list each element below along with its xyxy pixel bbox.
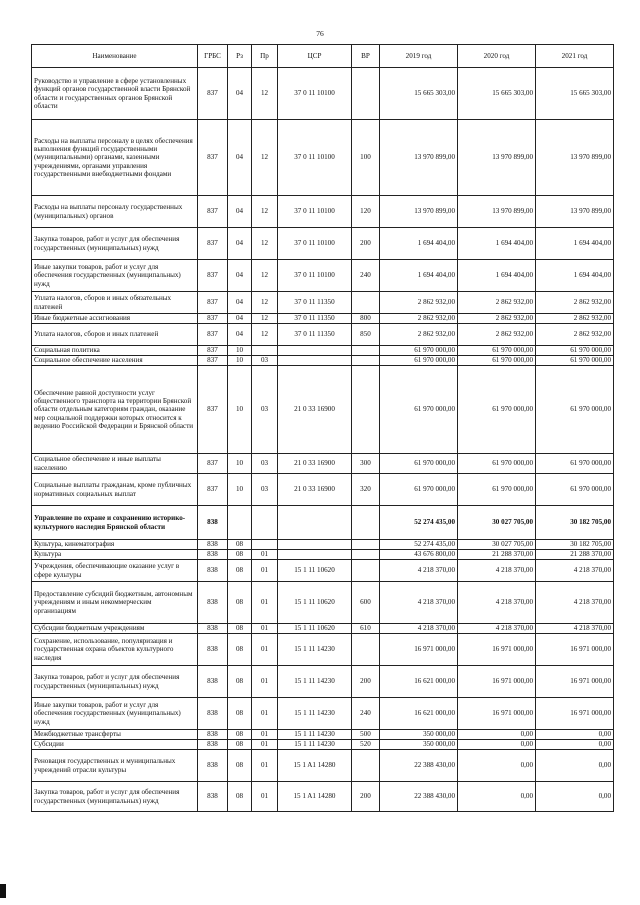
table-row <box>32 698 614 730</box>
row-2021: 61 970 000,00 <box>536 454 614 474</box>
row-rz: 08 <box>228 624 252 634</box>
row-pr: 01 <box>252 750 278 782</box>
row-csr: 15 1 11 14230 <box>278 698 352 730</box>
row-2021: 16 971 000,00 <box>536 698 614 730</box>
table-header-row <box>32 45 614 68</box>
row-rz: 08 <box>228 582 252 624</box>
row-2021: 1 694 404,00 <box>536 228 614 260</box>
row-2021: 2 862 932,00 <box>536 292 614 314</box>
row-csr: 37 0 11 10100 <box>278 120 352 196</box>
row-2021: 13 970 899,00 <box>536 196 614 228</box>
row-vr: 800 <box>352 314 380 324</box>
row-csr: 37 0 11 11350 <box>278 314 352 324</box>
row-pr: 03 <box>252 366 278 454</box>
row-2021: 2 862 932,00 <box>536 314 614 324</box>
row-rz: 08 <box>228 666 252 698</box>
row-2021: 61 970 000,00 <box>536 474 614 506</box>
row-2020: 2 862 932,00 <box>458 292 536 314</box>
row-csr <box>278 346 352 356</box>
row-pr: 01 <box>252 634 278 666</box>
header-rz: Рз <box>228 45 252 68</box>
row-rz: 08 <box>228 750 252 782</box>
table-row <box>32 560 614 582</box>
row-2019: 15 665 303,00 <box>380 68 458 120</box>
row-csr: 15 1 11 10620 <box>278 582 352 624</box>
table-row <box>32 740 614 750</box>
row-csr: 21 0 33 16900 <box>278 474 352 506</box>
table-row <box>32 454 614 474</box>
row-2020: 0,00 <box>458 740 536 750</box>
row-2019: 350 000,00 <box>380 730 458 740</box>
row-pr: 01 <box>252 624 278 634</box>
table-row <box>32 260 614 292</box>
row-csr: 37 0 11 10100 <box>278 260 352 292</box>
row-pr: 01 <box>252 582 278 624</box>
row-2021: 1 694 404,00 <box>536 260 614 292</box>
table-row <box>32 750 614 782</box>
row-pr <box>252 506 278 540</box>
row-rz: 10 <box>228 346 252 356</box>
row-name: Субсидии <box>32 740 198 750</box>
row-name: Культура <box>32 550 198 560</box>
table-row <box>32 68 614 120</box>
row-grbs: 838 <box>198 634 228 666</box>
row-rz: 08 <box>228 540 252 550</box>
row-2020: 61 970 000,00 <box>458 366 536 454</box>
row-grbs: 837 <box>198 292 228 314</box>
row-grbs: 838 <box>198 624 228 634</box>
row-vr: 610 <box>352 624 380 634</box>
row-2019: 1 694 404,00 <box>380 260 458 292</box>
header-2019: 2019 год <box>380 45 458 68</box>
row-vr: 240 <box>352 698 380 730</box>
table-row <box>32 550 614 560</box>
table-row <box>32 120 614 196</box>
row-name: Закупка товаров, работ и услуг для обеспечения государственных (муниципальных) нужд <box>32 228 198 260</box>
row-grbs: 837 <box>198 120 228 196</box>
table-row <box>32 634 614 666</box>
row-pr: 01 <box>252 740 278 750</box>
row-2019: 43 676 800,00 <box>380 550 458 560</box>
row-2020: 30 027 705,00 <box>458 540 536 550</box>
row-pr: 01 <box>252 550 278 560</box>
table-row <box>32 540 614 550</box>
row-pr: 12 <box>252 68 278 120</box>
table-row <box>32 506 614 540</box>
row-csr <box>278 550 352 560</box>
row-vr: 850 <box>352 324 380 346</box>
row-name: Уплата налогов, сборов и иных платежей <box>32 324 198 346</box>
row-grbs: 838 <box>198 750 228 782</box>
row-grbs: 838 <box>198 740 228 750</box>
row-2019: 16 621 000,00 <box>380 698 458 730</box>
row-2021: 0,00 <box>536 730 614 740</box>
row-csr: 37 0 11 10100 <box>278 68 352 120</box>
row-grbs: 838 <box>198 550 228 560</box>
row-2021: 61 970 000,00 <box>536 346 614 356</box>
row-vr: 240 <box>352 260 380 292</box>
row-vr: 100 <box>352 120 380 196</box>
table-row <box>32 356 614 366</box>
header-vr: ВР <box>352 45 380 68</box>
row-name: Расходы на выплаты персоналу государственных (муниципальных) органов <box>32 196 198 228</box>
row-vr <box>352 750 380 782</box>
row-rz: 08 <box>228 698 252 730</box>
row-2020: 15 665 303,00 <box>458 68 536 120</box>
row-2019: 1 694 404,00 <box>380 228 458 260</box>
row-pr: 03 <box>252 356 278 366</box>
row-2020: 2 862 932,00 <box>458 324 536 346</box>
row-grbs: 837 <box>198 454 228 474</box>
row-name: Закупка товаров, работ и услуг для обеспечения государственных (муниципальных) нужд <box>32 782 198 812</box>
row-pr: 01 <box>252 666 278 698</box>
row-grbs: 837 <box>198 346 228 356</box>
row-2019: 61 970 000,00 <box>380 366 458 454</box>
row-2020: 1 694 404,00 <box>458 228 536 260</box>
row-rz: 08 <box>228 550 252 560</box>
row-rz: 08 <box>228 740 252 750</box>
table-row <box>32 228 614 260</box>
row-name: Субсидии бюджетным учреждениям <box>32 624 198 634</box>
row-name: Уплата налогов, сборов и иных обязательных платежей <box>32 292 198 314</box>
row-2021: 21 288 370,00 <box>536 550 614 560</box>
row-grbs: 837 <box>198 260 228 292</box>
row-2020: 13 970 899,00 <box>458 196 536 228</box>
row-vr <box>352 540 380 550</box>
row-2020: 0,00 <box>458 750 536 782</box>
row-name: Социальное обеспечение населения <box>32 356 198 366</box>
row-pr: 12 <box>252 228 278 260</box>
row-csr: 15 1 11 10620 <box>278 560 352 582</box>
row-rz: 08 <box>228 730 252 740</box>
row-2021: 30 182 705,00 <box>536 540 614 550</box>
row-csr <box>278 356 352 366</box>
row-vr: 200 <box>352 666 380 698</box>
row-2020: 0,00 <box>458 782 536 812</box>
row-2019: 22 388 430,00 <box>380 750 458 782</box>
row-csr <box>278 506 352 540</box>
row-2020: 4 218 370,00 <box>458 582 536 624</box>
row-2019: 2 862 932,00 <box>380 292 458 314</box>
row-2019: 13 970 899,00 <box>380 196 458 228</box>
row-grbs: 838 <box>198 506 228 540</box>
row-vr <box>352 550 380 560</box>
row-2021: 16 971 000,00 <box>536 666 614 698</box>
row-pr: 12 <box>252 260 278 292</box>
margin-mark <box>0 884 6 898</box>
row-2019: 52 274 435,00 <box>380 540 458 550</box>
row-name: Сохранение, использование, популяризация и государственная охрана объектов культурного наследия <box>32 634 198 666</box>
row-name: Учреждения, обеспечивающие оказание услуг в сфере культуры <box>32 560 198 582</box>
row-2021: 0,00 <box>536 750 614 782</box>
row-2019: 13 970 899,00 <box>380 120 458 196</box>
row-name: Межбюджетные трансферты <box>32 730 198 740</box>
row-rz: 10 <box>228 366 252 454</box>
row-rz: 04 <box>228 260 252 292</box>
row-rz: 04 <box>228 292 252 314</box>
row-vr: 300 <box>352 454 380 474</box>
row-2019: 22 388 430,00 <box>380 782 458 812</box>
row-2020: 61 970 000,00 <box>458 346 536 356</box>
row-2020: 4 218 370,00 <box>458 560 536 582</box>
row-rz: 08 <box>228 560 252 582</box>
row-pr: 12 <box>252 196 278 228</box>
header-pr: Пр <box>252 45 278 68</box>
budget-table <box>31 44 614 812</box>
row-grbs: 838 <box>198 560 228 582</box>
row-2019: 52 274 435,00 <box>380 506 458 540</box>
row-2021: 2 862 932,00 <box>536 324 614 346</box>
row-2019: 2 862 932,00 <box>380 314 458 324</box>
row-name: Социальные выплаты гражданам, кроме публичных нормативных социальных выплат <box>32 474 198 506</box>
row-csr: 15 1 A1 14280 <box>278 750 352 782</box>
row-name: Управление по охране и сохранению историко-культурного наследия Брянской области <box>32 506 198 540</box>
row-rz: 04 <box>228 228 252 260</box>
row-csr: 37 0 11 11350 <box>278 292 352 314</box>
row-name: Закупка товаров, работ и услуг для обеспечения государственных (муниципальных) нужд <box>32 666 198 698</box>
row-2021: 4 218 370,00 <box>536 560 614 582</box>
table-body <box>32 68 614 812</box>
row-2019: 61 970 000,00 <box>380 474 458 506</box>
row-grbs: 837 <box>198 474 228 506</box>
row-grbs: 838 <box>198 782 228 812</box>
row-rz: 04 <box>228 120 252 196</box>
row-pr: 01 <box>252 730 278 740</box>
table-row <box>32 196 614 228</box>
row-2019: 4 218 370,00 <box>380 582 458 624</box>
row-2019: 350 000,00 <box>380 740 458 750</box>
row-rz: 04 <box>228 314 252 324</box>
row-csr: 15 1 11 14230 <box>278 730 352 740</box>
header-csr: ЦСР <box>278 45 352 68</box>
row-rz: 10 <box>228 454 252 474</box>
row-2020: 61 970 000,00 <box>458 474 536 506</box>
row-grbs: 837 <box>198 366 228 454</box>
row-2019: 61 970 000,00 <box>380 356 458 366</box>
row-2020: 2 862 932,00 <box>458 314 536 324</box>
row-vr <box>352 560 380 582</box>
row-vr: 600 <box>352 582 380 624</box>
row-2021: 30 182 705,00 <box>536 506 614 540</box>
row-grbs: 837 <box>198 68 228 120</box>
row-csr: 15 1 11 14230 <box>278 740 352 750</box>
row-name: Обеспечение равной доступности услуг общественного транспорта на территории Брянской области отдельным категориям граждан, оказание мер социальной поддержки которых относится к ведению Российской Федерации и Брянской области <box>32 366 198 454</box>
row-vr: 200 <box>352 228 380 260</box>
row-pr: 03 <box>252 454 278 474</box>
row-2021: 4 218 370,00 <box>536 624 614 634</box>
row-pr <box>252 346 278 356</box>
row-grbs: 837 <box>198 196 228 228</box>
row-csr <box>278 540 352 550</box>
row-vr: 120 <box>352 196 380 228</box>
row-pr: 12 <box>252 120 278 196</box>
row-pr: 12 <box>252 324 278 346</box>
header-2021: 2021 год <box>536 45 614 68</box>
row-vr: 320 <box>352 474 380 506</box>
row-2020: 4 218 370,00 <box>458 624 536 634</box>
row-2020: 13 970 899,00 <box>458 120 536 196</box>
row-grbs: 838 <box>198 582 228 624</box>
row-2020: 30 027 705,00 <box>458 506 536 540</box>
row-2020: 16 971 000,00 <box>458 698 536 730</box>
row-name: Иные закупки товаров, работ и услуг для обеспечения государственных (муниципальных) нужд <box>32 260 198 292</box>
table-row <box>32 474 614 506</box>
row-2020: 0,00 <box>458 730 536 740</box>
row-vr: 200 <box>352 782 380 812</box>
table-row <box>32 582 614 624</box>
row-name: Культура, кинематография <box>32 540 198 550</box>
row-pr <box>252 540 278 550</box>
row-2020: 16 971 000,00 <box>458 666 536 698</box>
table-row <box>32 366 614 454</box>
row-2019: 61 970 000,00 <box>380 346 458 356</box>
row-rz: 10 <box>228 356 252 366</box>
row-grbs: 837 <box>198 228 228 260</box>
row-vr <box>352 506 380 540</box>
table-row <box>32 730 614 740</box>
row-name: Предоставление субсидий бюджетным, автономным учреждениям и иным некоммерческим организациям <box>32 582 198 624</box>
row-csr: 15 1 11 14230 <box>278 634 352 666</box>
row-2021: 0,00 <box>536 782 614 812</box>
row-2019: 16 621 000,00 <box>380 666 458 698</box>
header-name: Наименование <box>32 45 198 68</box>
row-vr: 520 <box>352 740 380 750</box>
row-grbs: 838 <box>198 540 228 550</box>
table-row <box>32 324 614 346</box>
row-vr <box>352 346 380 356</box>
table-row <box>32 782 614 812</box>
row-2019: 4 218 370,00 <box>380 560 458 582</box>
row-2019: 16 971 000,00 <box>380 634 458 666</box>
row-csr: 21 0 33 16900 <box>278 454 352 474</box>
row-2020: 21 288 370,00 <box>458 550 536 560</box>
row-2020: 61 970 000,00 <box>458 454 536 474</box>
row-csr: 15 1 A1 14280 <box>278 782 352 812</box>
row-2021: 13 970 899,00 <box>536 120 614 196</box>
row-name: Расходы на выплаты персоналу в целях обеспечения выполнения функций государственными (муниципальными) органами, казенными учреждениями, органами управления государственными внебюджетными фондами <box>32 120 198 196</box>
row-pr: 12 <box>252 292 278 314</box>
row-csr: 37 0 11 11350 <box>278 324 352 346</box>
row-csr: 15 1 11 14230 <box>278 666 352 698</box>
row-rz: 04 <box>228 68 252 120</box>
row-grbs: 837 <box>198 356 228 366</box>
header-grbs: ГРБС <box>198 45 228 68</box>
row-2019: 4 218 370,00 <box>380 624 458 634</box>
row-csr: 15 1 11 10620 <box>278 624 352 634</box>
row-pr: 01 <box>252 782 278 812</box>
row-grbs: 838 <box>198 666 228 698</box>
row-grbs: 838 <box>198 698 228 730</box>
row-2020: 1 694 404,00 <box>458 260 536 292</box>
row-vr <box>352 634 380 666</box>
row-rz: 08 <box>228 634 252 666</box>
row-vr <box>352 366 380 454</box>
header-2020: 2020 год <box>458 45 536 68</box>
row-vr <box>352 292 380 314</box>
row-csr: 37 0 11 10100 <box>278 196 352 228</box>
row-name: Иные бюджетные ассигнования <box>32 314 198 324</box>
row-2019: 2 862 932,00 <box>380 324 458 346</box>
row-2020: 16 971 000,00 <box>458 634 536 666</box>
row-name: Руководство и управление в сфере установленных функций органов государственной власти Брянской области и государственных органов Брянской области <box>32 68 198 120</box>
table-row <box>32 346 614 356</box>
row-pr: 01 <box>252 560 278 582</box>
row-2021: 4 218 370,00 <box>536 582 614 624</box>
row-rz: 04 <box>228 324 252 346</box>
table-row <box>32 292 614 314</box>
row-csr: 37 0 11 10100 <box>278 228 352 260</box>
row-name: Реновация государственных и муниципальных учреждений отрасли культуры <box>32 750 198 782</box>
row-rz: 04 <box>228 196 252 228</box>
row-2021: 15 665 303,00 <box>536 68 614 120</box>
row-2021: 61 970 000,00 <box>536 356 614 366</box>
row-2019: 61 970 000,00 <box>380 454 458 474</box>
row-grbs: 837 <box>198 314 228 324</box>
row-csr: 21 0 33 16900 <box>278 366 352 454</box>
row-2021: 0,00 <box>536 740 614 750</box>
page-number: 76 <box>316 29 324 38</box>
row-pr: 12 <box>252 314 278 324</box>
row-2020: 61 970 000,00 <box>458 356 536 366</box>
table-row <box>32 314 614 324</box>
row-rz: 08 <box>228 782 252 812</box>
row-grbs: 838 <box>198 730 228 740</box>
row-vr: 500 <box>352 730 380 740</box>
row-pr: 03 <box>252 474 278 506</box>
row-name: Социальное обеспечение и иные выплаты населению <box>32 454 198 474</box>
row-pr: 01 <box>252 698 278 730</box>
row-2021: 16 971 000,00 <box>536 634 614 666</box>
row-rz: 10 <box>228 474 252 506</box>
row-grbs: 837 <box>198 324 228 346</box>
row-name: Иные закупки товаров, работ и услуг для обеспечения государственных (муниципальных) нужд <box>32 698 198 730</box>
table-row <box>32 624 614 634</box>
row-vr <box>352 356 380 366</box>
row-2021: 61 970 000,00 <box>536 366 614 454</box>
table-row <box>32 666 614 698</box>
budget-table-container <box>31 44 613 812</box>
row-rz <box>228 506 252 540</box>
row-name: Социальная политика <box>32 346 198 356</box>
row-vr <box>352 68 380 120</box>
